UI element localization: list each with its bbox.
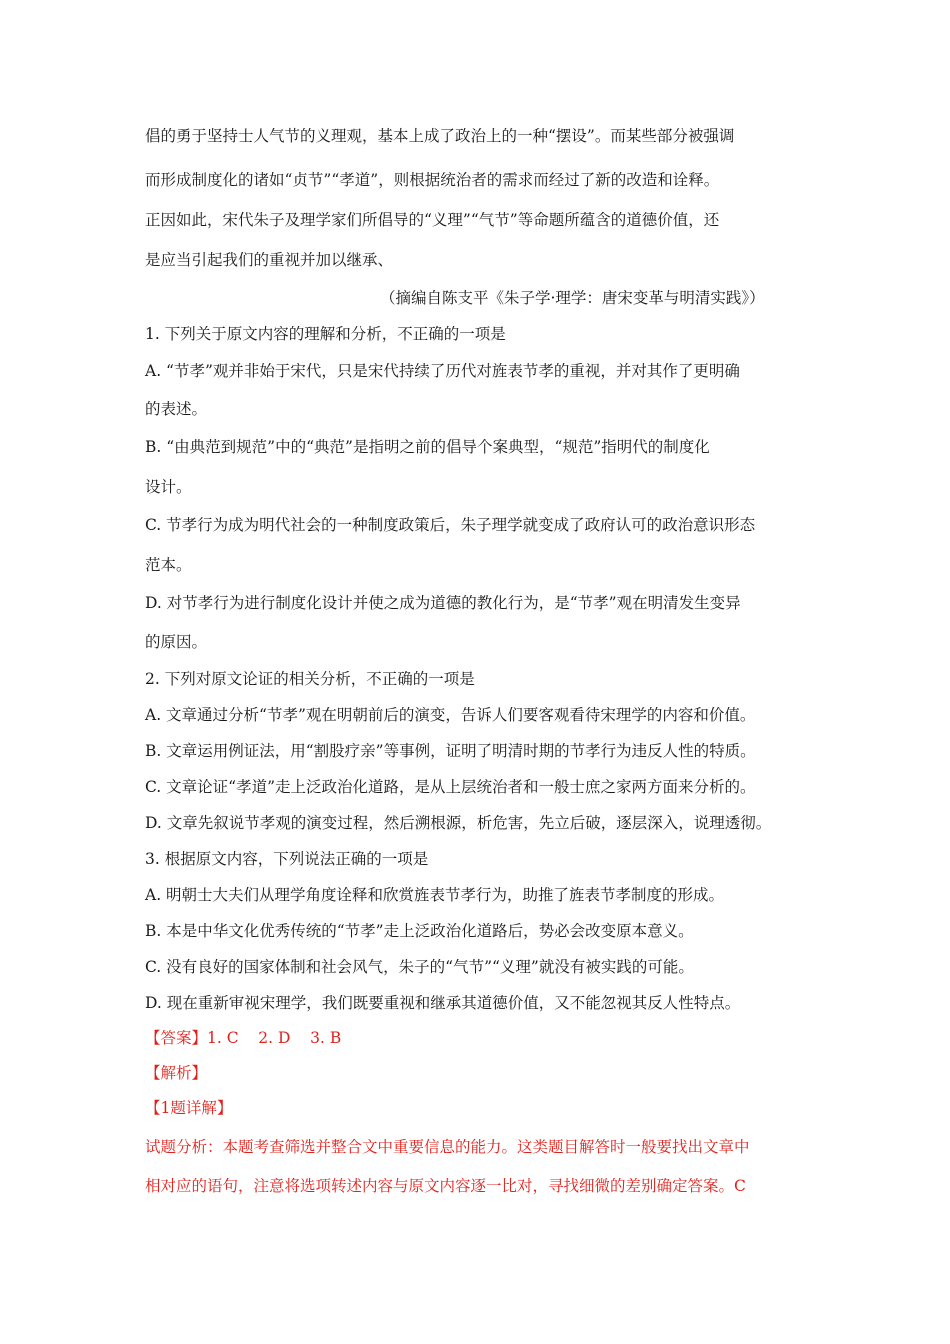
- question-1-option: 的表述。: [145, 400, 208, 418]
- question-2-stem: 2. 下列对原文论证的相关分析，不正确的一项是: [145, 670, 475, 688]
- question-2-option: A. 文章通过分析“节孝”观在明朝前后的演变，告诉人们要客观看待宋理学的内容和价值。: [145, 706, 756, 724]
- question-1-option: D. 对节孝行为进行制度化设计并使之成为道德的教化行为，是“节孝”观在明清发生变异: [145, 594, 741, 612]
- question-1-option: 设计。: [145, 478, 192, 496]
- question-3-stem: 3. 根据原文内容，下列说法正确的一项是: [145, 850, 429, 868]
- answer-label: 【答案】: [145, 1029, 208, 1047]
- question-1-option: C. 节孝行为成为明代社会的一种制度政策后，朱子理学就变成了政府认可的政治意识形态: [145, 516, 756, 534]
- answer-items: 1. C 2. D 3. B: [207, 1029, 342, 1047]
- detail-line: 相对应的语句，注意将选项转述内容与原文内容逐一比对，寻找细微的差别确定答案。C: [145, 1177, 746, 1195]
- question-2-option: D. 文章先叙说节孝观的演变过程，然后溯根源，析危害，先立后破，逐层深入，说理透彻。: [145, 814, 772, 832]
- source-citation: （摘编自陈支平《朱子学·理学：唐宋变革与明清实践》）: [380, 289, 765, 307]
- question-2-option: B. 文章运用例证法，用“割股疗亲”等事例，证明了明清时期的节孝行为违反人性的特质。: [145, 742, 756, 760]
- question-1-option: A. “节孝”观并非始于宋代，只是宋代持续了历代对旌表节孝的重视，并对其作了更明确: [145, 362, 740, 380]
- analysis-label: 【解析】: [145, 1064, 208, 1082]
- question-3-option: C. 没有良好的国家体制和社会风气，朱子的“气节”“义理”就没有被实践的可能。: [145, 958, 694, 976]
- answer-line: [145, 1028, 825, 1048]
- passage-line: 而形成制度化的诸如“贞节”“孝道”，则根据统治者的需求而经过了新的改造和诠释。: [145, 171, 720, 189]
- question-3-option: B. 本是中华文化优秀传统的“节孝”走上泛政治化道路后，势必会改变原本意义。: [145, 922, 694, 940]
- question-2-option: C. 文章论证“孝道”走上泛政治化道路，是从上层统治者和一般士庶之家两方面来分析的。: [145, 778, 756, 796]
- passage-line: 是应当引起我们的重视并加以继承、: [145, 251, 394, 269]
- passage-line: 正因如此，宋代朱子及理学家们所倡导的“义理”“气节”等命题所蕴含的道德价值，还: [145, 211, 720, 229]
- question-3-option: D. 现在重新审视宋理学，我们既要重视和继承其道德价值，又不能忽视其反人性特点。: [145, 994, 741, 1012]
- detail-label: 【1题详解】: [145, 1099, 233, 1117]
- question-1-stem: 1. 下列关于原文内容的理解和分析，不正确的一项是: [145, 325, 506, 343]
- passage-line: 倡的勇于坚持士人气节的义理观，基本上成了政治上的一种“摆设”。而某些部分被强调: [145, 127, 735, 145]
- detail-line: 试题分析：本题考查筛选并整合文中重要信息的能力。这类题目解答时一般要找出文章中: [145, 1138, 750, 1156]
- question-1-option: B. “由典范到规范”中的“典范”是指明之前的倡导个案典型，“规范”指明代的制度化: [145, 438, 710, 456]
- question-3-option: A. 明朝士大夫们从理学角度诠释和欣赏旌表节孝行为，助推了旌表节孝制度的形成。: [145, 886, 725, 904]
- question-1-option: 范本。: [145, 556, 192, 574]
- question-1-option: 的原因。: [145, 633, 208, 651]
